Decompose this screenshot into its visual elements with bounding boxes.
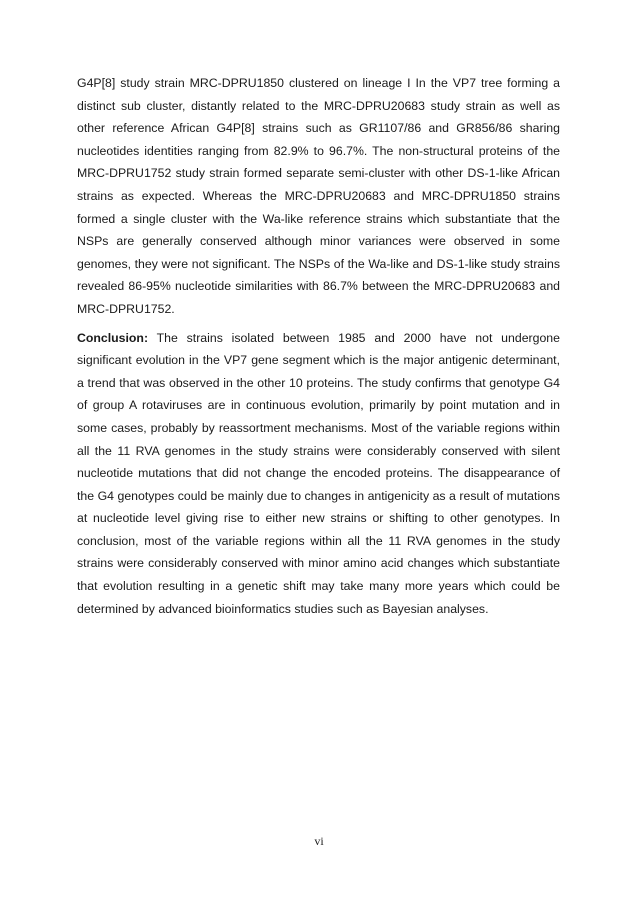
document-body xyxy=(77,72,560,620)
page-number: vi xyxy=(314,834,324,848)
results-paragraph: G4P[8] study strain MRC-DPRU1850 clustered on lineage I In the VP7 tree forming a distinct sub cluster, distantly related to the MRC-DPRU20683 study strain as well as other reference African G4P[8] strains such as GR1107/86 and GR856/86 sharing nucleotides identities ranging from 82.9% to 96.7%. The non-structural proteins of the MRC-DPRU1752 study strain formed separate semi-cluster with other DS-1-like African strains as expected. Whereas the MRC-DPRU20683 and MRC-DPRU1850 strains formed a single cluster with the Wa-like reference strains which substantiate that the NSPs are generally conserved although minor variances were observed in some genomes, they were not significant. The NSPs of the Wa-like and DS-1-like study strains revealed 86-95% nucleotide similarities with 86.7% between the MRC-DPRU20683 and MRC-DPRU1752. xyxy=(77,76,560,316)
conclusion-label: Conclusion: xyxy=(77,330,149,345)
conclusion-paragraph xyxy=(77,327,560,621)
conclusion-text: The strains isolated between 1985 and 2000 have not undergone significant evolution in the VP7 gene segment which is the major antigenic determinant, a trend that was observed in the other 10 proteins. The study confirms that genotype G4 of group A rotaviruses are in continuous evolution, primarily by point mutation and in some cases, probably by reassortment mechanisms. Most of the variable regions within all the 11 RVA genomes in the study strains were considerably conserved with silent nucleotide mutations that did not change the encoded proteins. The disappearance of the G4 genotypes could be mainly due to changes in antigenicity as a result of mutations at nucleotide level giving rise to either new strains or shifting to other genotypes. In conclusion, most of the variable regions within all the 11 RVA genomes in the study strains were considerably conserved with minor amino acid changes which substantiate that evolution resulting in a genetic shift may take many more years which could be determined by advanced bioinformatics studies such as Bayesian analyses. xyxy=(77,330,560,616)
